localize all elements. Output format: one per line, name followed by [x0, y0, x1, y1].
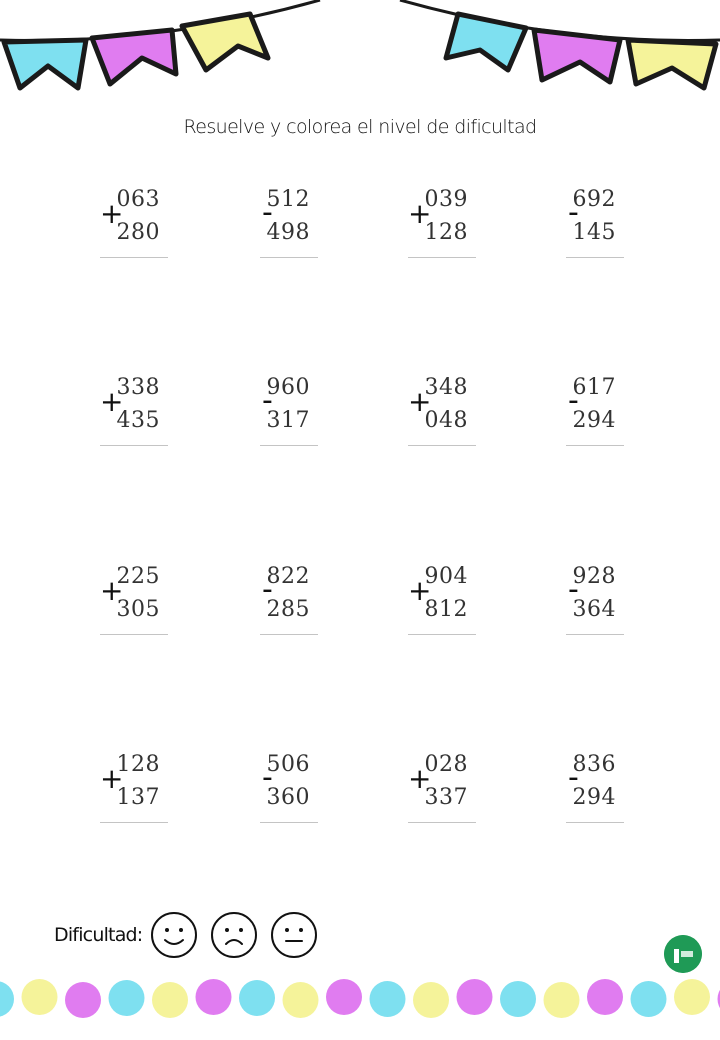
- operand-top: 928: [572, 564, 616, 589]
- operand-top: 960: [266, 375, 310, 400]
- problem-16: [566, 752, 624, 832]
- decor-dot: [152, 982, 188, 1018]
- problem-12: [566, 564, 624, 644]
- operand-top: 506: [266, 752, 310, 777]
- operand-top: 028: [424, 752, 468, 777]
- operand-bottom: 360: [266, 785, 310, 810]
- operand-bottom: 337: [424, 785, 468, 810]
- operand-bottom: 285: [266, 597, 310, 622]
- problem-15: [408, 752, 476, 832]
- operand-top: 692: [572, 187, 616, 212]
- decor-dot: [544, 982, 580, 1018]
- operand-bottom: 812: [424, 597, 468, 622]
- difficulty-label: Dificultad:: [54, 924, 143, 946]
- operand-top: 512: [266, 187, 310, 212]
- answer-line[interactable]: [566, 445, 624, 446]
- minus-sign: -: [568, 383, 579, 418]
- operand-bottom: 364: [572, 597, 616, 622]
- decor-dot: [22, 979, 58, 1015]
- problem-14: [260, 752, 318, 832]
- operand-top: 338: [116, 375, 160, 400]
- minus-sign: -: [262, 383, 273, 418]
- plus-sign: +: [100, 574, 124, 607]
- answer-line[interactable]: [408, 822, 476, 823]
- page-title: Resuelve y colorea el nivel de dificultad: [183, 116, 537, 138]
- answer-line[interactable]: [260, 634, 318, 635]
- answer-line[interactable]: [566, 634, 624, 635]
- decor-dot: [500, 981, 536, 1017]
- operand-bottom: 280: [116, 220, 160, 245]
- problem-1: [100, 187, 168, 267]
- problem-7: [408, 375, 476, 455]
- neutral-face-icon[interactable]: [270, 911, 318, 959]
- happy-face-icon[interactable]: [150, 911, 198, 959]
- decor-dot: [413, 982, 449, 1018]
- plus-sign: +: [408, 762, 432, 795]
- decor-dot: [457, 979, 493, 1015]
- decor-dot: [587, 979, 623, 1015]
- plus-sign: +: [100, 385, 124, 418]
- answer-line[interactable]: [408, 257, 476, 258]
- decor-dot: [674, 979, 710, 1015]
- problem-6: [260, 375, 318, 455]
- problem-5: [100, 375, 168, 455]
- operand-top: 822: [266, 564, 310, 589]
- problem-3: [408, 187, 476, 267]
- plus-sign: +: [100, 762, 124, 795]
- answer-line[interactable]: [100, 822, 168, 823]
- answer-line[interactable]: [566, 822, 624, 823]
- plus-sign: +: [100, 197, 124, 230]
- minus-sign: -: [568, 572, 579, 607]
- minus-sign: -: [262, 195, 273, 230]
- decor-dot: [196, 979, 232, 1015]
- operand-bottom: 435: [116, 408, 160, 433]
- operand-bottom: 294: [572, 785, 616, 810]
- sad-face-icon[interactable]: [210, 911, 258, 959]
- problem-2: [260, 187, 318, 267]
- school-logo-icon: [664, 935, 702, 973]
- operand-bottom: 498: [266, 220, 310, 245]
- operand-bottom: 294: [572, 408, 616, 433]
- operand-top: 063: [116, 187, 160, 212]
- answer-line[interactable]: [408, 634, 476, 635]
- decor-dot: [0, 981, 14, 1017]
- minus-sign: -: [262, 760, 273, 795]
- operand-top: 904: [424, 564, 468, 589]
- minus-sign: -: [568, 760, 579, 795]
- answer-line[interactable]: [260, 257, 318, 258]
- problem-9: [100, 564, 168, 644]
- plus-sign: +: [408, 385, 432, 418]
- decor-dot: [631, 981, 667, 1017]
- answer-line[interactable]: [566, 257, 624, 258]
- minus-sign: -: [262, 572, 273, 607]
- operand-top: 128: [116, 752, 160, 777]
- problem-11: [408, 564, 476, 644]
- answer-line[interactable]: [100, 445, 168, 446]
- difficulty-section: [54, 910, 330, 960]
- dots-border: [0, 975, 720, 1025]
- operand-top: 225: [116, 564, 160, 589]
- operand-bottom: 048: [424, 408, 468, 433]
- problem-4: [566, 187, 624, 267]
- decor-dot: [65, 982, 101, 1018]
- decor-dot: [283, 982, 319, 1018]
- problem-10: [260, 564, 318, 644]
- operand-bottom: 128: [424, 220, 468, 245]
- operand-top: 039: [424, 187, 468, 212]
- operand-bottom: 145: [572, 220, 616, 245]
- minus-sign: -: [568, 195, 579, 230]
- answer-line[interactable]: [260, 822, 318, 823]
- operand-top: 617: [572, 375, 616, 400]
- answer-line[interactable]: [260, 445, 318, 446]
- operand-top: 348: [424, 375, 468, 400]
- problem-8: [566, 375, 624, 455]
- decor-dot: [370, 981, 406, 1017]
- decor-dot: [239, 980, 275, 1016]
- decor-dot: [326, 979, 362, 1015]
- plus-sign: +: [408, 574, 432, 607]
- answer-line[interactable]: [100, 634, 168, 635]
- operand-bottom: 317: [266, 408, 310, 433]
- answer-line[interactable]: [408, 445, 476, 446]
- operand-bottom: 137: [116, 785, 160, 810]
- plus-sign: +: [408, 197, 432, 230]
- operand-top: 836: [572, 752, 616, 777]
- decor-dot: [109, 980, 145, 1016]
- answer-line[interactable]: [100, 257, 168, 258]
- problem-13: [100, 752, 168, 832]
- operand-bottom: 305: [116, 597, 160, 622]
